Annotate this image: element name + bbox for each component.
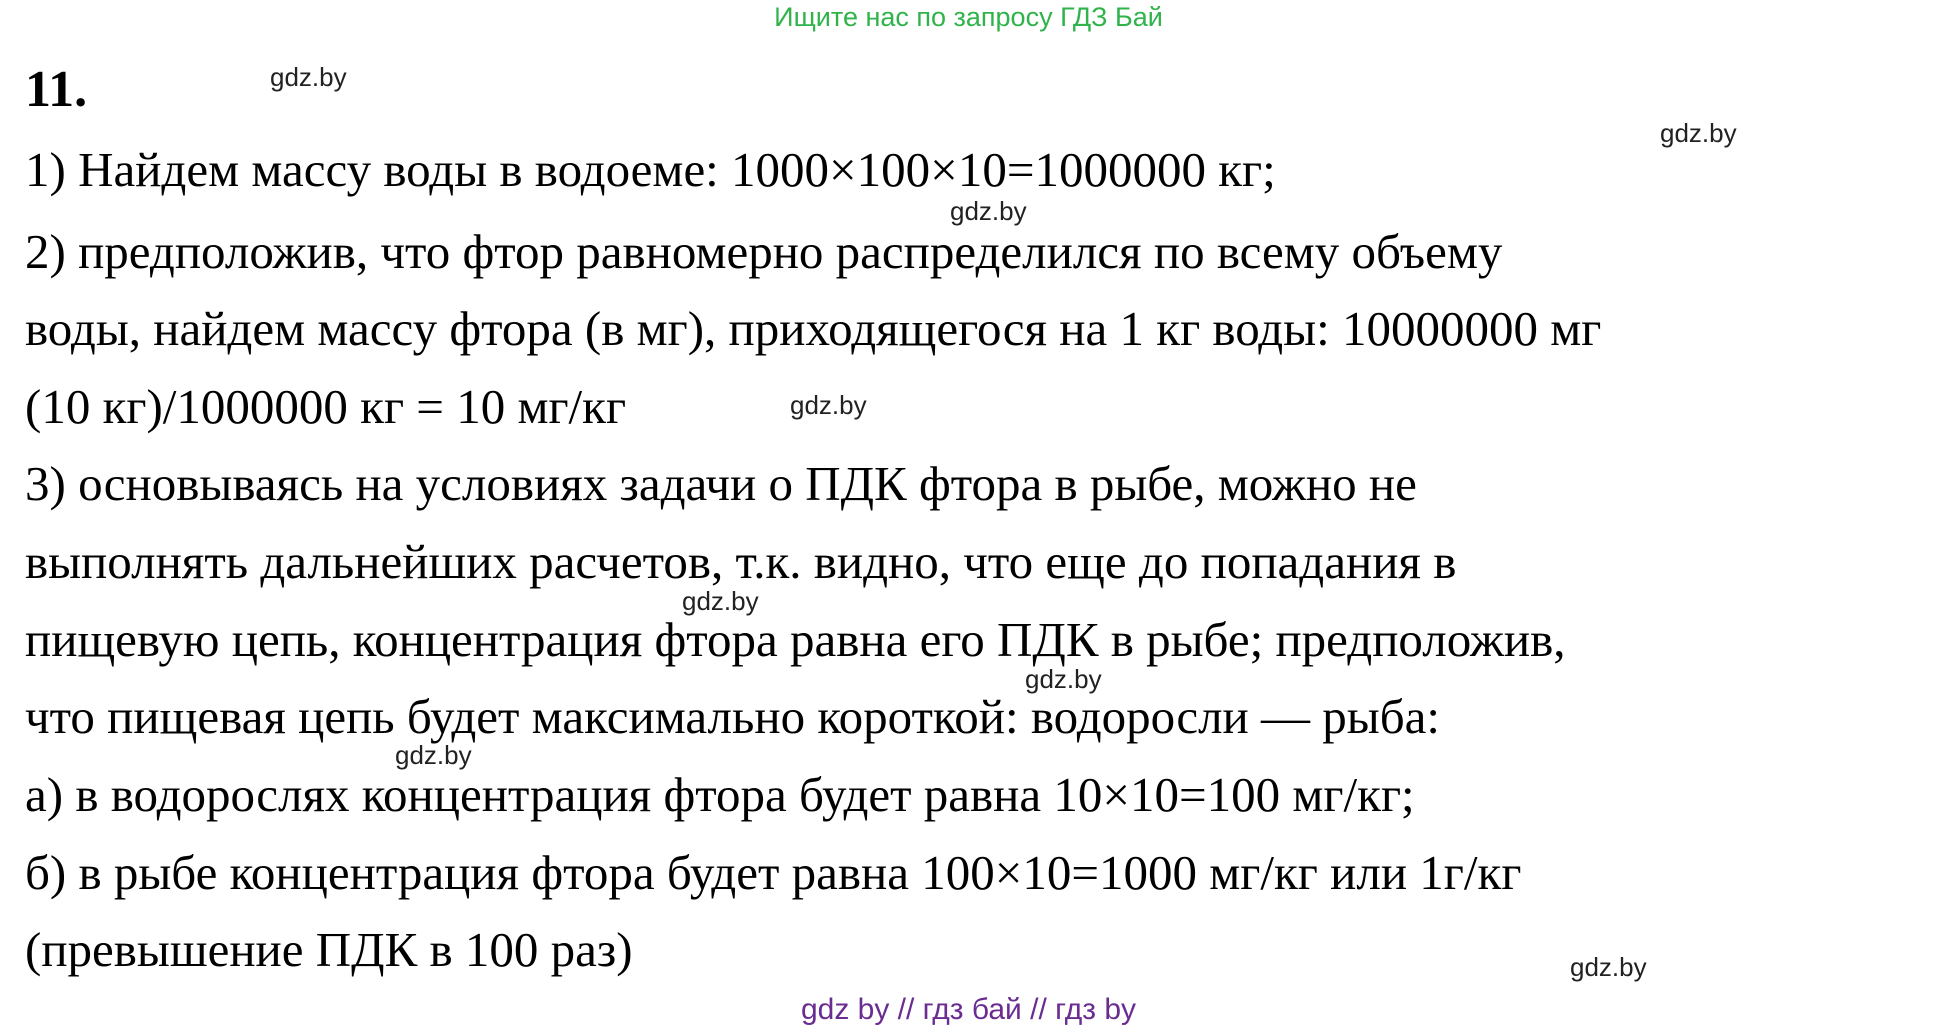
watermark: gdz.by [682, 586, 759, 616]
task-number: 11. [25, 61, 88, 118]
watermark: gdz.by [1660, 118, 1737, 148]
solution-line-7: пищевую цепь, концентрация фтора равна его ПДК в рыбе; предположив, [25, 612, 1566, 667]
solution-line-5: 3) основываясь на условиях задачи о ПДК фтора в рыбе, можно не [25, 456, 1417, 511]
footer-site-links: gdz by // гдз бай // гдз by [800, 993, 1137, 1026]
solution-line-6: выполнять дальнейших расчетов, т.к. видно, что еще до попадания в [25, 534, 1457, 589]
solution-line-3: воды, найдем массу фтора (в мг), приходящегося на 1 кг воды: 10000000 мг [25, 301, 1602, 356]
watermark: gdz.by [270, 62, 347, 92]
solution-line-10: б) в рыбе концентрация фтора будет равна 100×10=1000 мг/кг или 1г/кг [25, 845, 1522, 900]
solution-line-4: (10 кг)/1000000 кг = 10 мг/кг [25, 379, 627, 434]
solution-line-2: 2) предположив, что фтор равномерно распределился по всему объему [25, 224, 1503, 279]
solution-line-9: а) в водорослях концентрация фтора будет равна 10×10=100 мг/кг; [25, 767, 1415, 822]
watermark: gdz.by [1570, 952, 1647, 982]
watermark: gdz.by [950, 196, 1027, 226]
search-hint-banner: Ищите нас по запросу ГДЗ Бай [774, 2, 1163, 32]
watermark: gdz.by [1025, 664, 1102, 694]
watermark: gdz.by [395, 740, 472, 770]
solution-line-1: 1) Найдем массу воды в водоеме: 1000×100×10=1000000 кг; [25, 142, 1276, 197]
solution-line-11: (превышение ПДК в 100 раз) [25, 922, 633, 977]
solution-line-8: что пищевая цепь будет максимально короткой: водоросли — рыба: [25, 689, 1440, 744]
watermark: gdz.by [790, 390, 867, 420]
